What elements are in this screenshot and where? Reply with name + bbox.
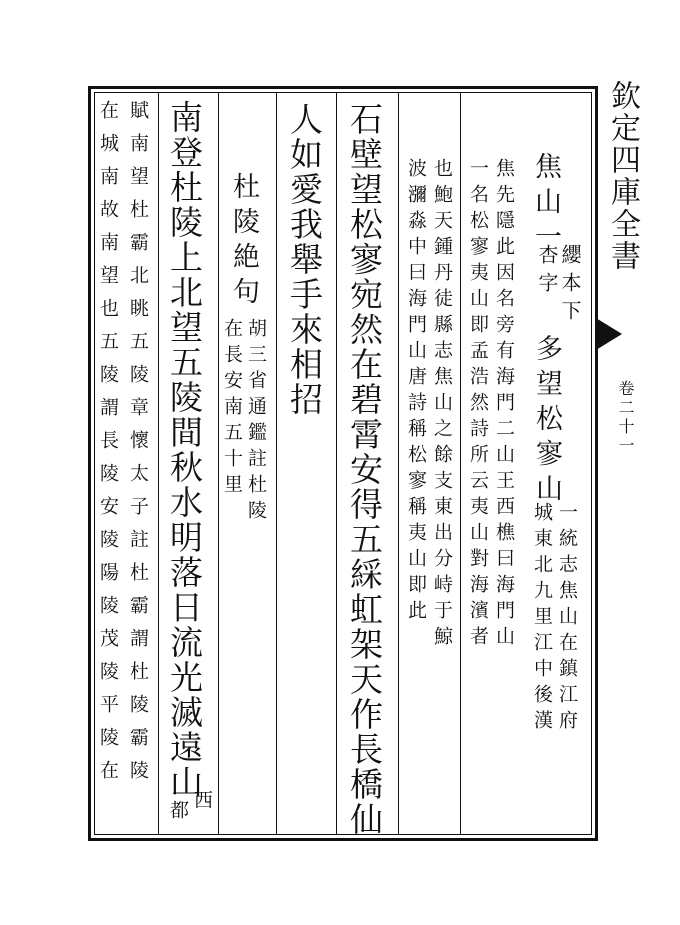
annotation-left: 城東北九里江中後漢 [531, 502, 553, 736]
column-divider [398, 92, 399, 835]
annotation-left: 在城南故南望也五陵謂長陵安陵陽陵茂陵平陵在 [97, 100, 119, 793]
annotation-right: 西 [191, 790, 213, 816]
column-divider [276, 92, 277, 835]
annotation-left: 都 [167, 800, 189, 826]
column-text: 多望松寥山 [531, 334, 562, 509]
annotation-right: 纓本下 [558, 244, 582, 328]
annotation-left: 杏字 [535, 244, 559, 300]
annotation-right: 焦先隱此因名旁有海門二山王西樵曰海門山 [493, 158, 515, 652]
annotation-left: 波瀰淼中曰海門山唐詩稱松寥稱夷山即此 [405, 158, 427, 626]
column-heading: 焦山一 [530, 152, 561, 257]
column-divider [336, 92, 337, 835]
volume-label: 卷二十一 [616, 380, 635, 456]
annotation-left: 在長安南五十里 [221, 318, 243, 500]
annotation-right: 胡三省通鑑註杜陵 [245, 318, 267, 526]
book-title-margin: 欽定四庫全書 [605, 80, 640, 272]
poem-line: 石壁望松寥宛然在碧霄安得五綵虹架天作長橋仙 [345, 102, 384, 837]
column-divider [460, 92, 461, 835]
annotation-left: 一名松寥夷山即孟浩然詩所云夷山對海濱者 [467, 158, 489, 652]
fishtail-mark [596, 318, 622, 350]
column-divider [158, 92, 159, 835]
poem-line: 人如愛我舉手來相招 [285, 102, 324, 417]
annotation-right: 賦南望杜霸北眺五陵章懷太子註杜霸謂杜陵霸陵 [127, 100, 149, 793]
poem-line: 南登杜陵上北望五陵間秋水明落日流光滅遠山 [165, 100, 204, 800]
poem-title: 杜陵絶句 [228, 172, 259, 312]
annotation-right: 也鮑天鍾丹徒縣志焦山之餘支東出分峙于鯨 [431, 158, 453, 652]
annotation-right: 一統志焦山在鎮江府 [556, 502, 578, 736]
column-divider [218, 92, 219, 835]
